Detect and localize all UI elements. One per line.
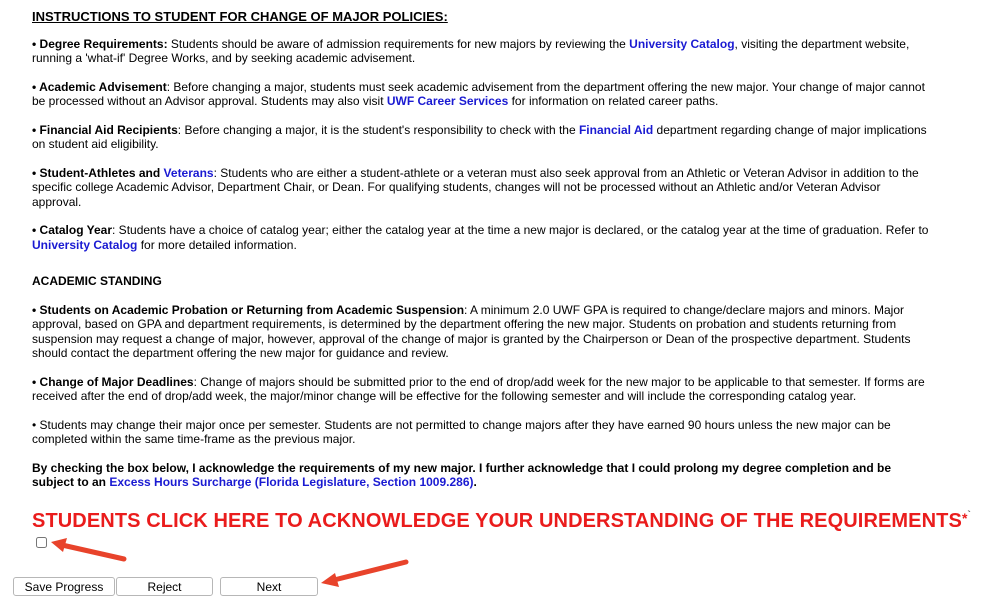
checkbox-pointer-arrow-icon xyxy=(48,534,132,566)
acknowledge-text: By checking the box below, I acknowledge the requirements of my new major. I further acknowledge that I could prolong my degree completion and be subject to an xyxy=(32,460,892,489)
career-services-link[interactable]: UWF Career Services xyxy=(386,94,509,108)
save-progress-button[interactable]: Save Progress xyxy=(13,577,115,596)
checkbox-arrow-head xyxy=(51,538,67,552)
deadlines-label: • Change of Major Deadlines xyxy=(32,374,194,389)
catalog-year-text: : Students have a choice of catalog year; either the catalog year at the time a new major is declared, or the catalog year at the time of graduation. Refer to xyxy=(112,223,929,237)
catalog-year-paragraph xyxy=(32,223,932,252)
student-athletes-text: : Students who are either a student-athlete or a veteran must also seek approval from an Athletic or Veteran Advisor in addition to the specific college Academic Advisor, Department Chair, or Dean. For qualifying students, changes will not be processed without an Athletic and/or Veteran Advisor approval. xyxy=(32,165,919,209)
university-catalog-link[interactable]: University Catalog xyxy=(629,36,735,51)
checkbox-arrow-shaft xyxy=(62,545,124,559)
deadlines-paragraph xyxy=(32,375,932,404)
page-title xyxy=(32,10,932,25)
stray-tick-mark: ` xyxy=(967,510,971,521)
financial-aid-text: : Before changing a major, it is the student's responsibility to check with the xyxy=(177,122,579,137)
degree-requirements-text-2: , visiting the department website, running a 'what-if' Degree Works, and by seeking academic advisement. xyxy=(32,36,910,65)
acknowledge-cta-heading xyxy=(32,510,982,533)
next-arrow-shaft xyxy=(334,562,406,580)
next-button-pointer-arrow-icon xyxy=(318,556,412,590)
financial-aid-label: • Financial Aid Recipients xyxy=(32,122,178,137)
probation-paragraph xyxy=(32,303,932,361)
next-button[interactable]: Next xyxy=(220,577,318,596)
veterans-link[interactable]: Veterans xyxy=(163,165,214,180)
acknowledge-text-2: . xyxy=(473,475,477,489)
academic-advisement-text: : Before changing a major, students must seek academic advisement from the department offering the new major. Your change of major cannot be processed without an Advisor approval. Students may also visit xyxy=(32,79,925,108)
deadlines-text: : Change of majors should be submitted prior to the end of drop/add week for the new major to be applicable to that semester. If forms are received after the end of drop/add week, the major/minor change will be effective for the following semester and will include the corresponding catalog year. xyxy=(32,374,925,403)
university-catalog-link-2[interactable]: University Catalog xyxy=(32,237,138,252)
excess-hours-link[interactable]: Excess Hours Surcharge (Florida Legislature, Section 1009.286) xyxy=(109,475,474,489)
academic-standing-heading: ACADEMIC STANDING xyxy=(32,274,162,288)
page-title-text: INSTRUCTIONS TO STUDENT FOR CHANGE OF MAJOR POLICIES xyxy=(32,9,444,24)
cta-text: STUDENTS CLICK HERE TO ACKNOWLEDGE YOUR UNDERSTANDING OF THE REQUIREMENTS xyxy=(32,510,962,532)
financial-aid-link[interactable]: Financial Aid xyxy=(578,122,654,137)
page-title-colon: : xyxy=(443,9,448,24)
academic-advisement-paragraph xyxy=(32,80,932,109)
degree-requirements-text: Students should be aware of admission requirements for new majors by reviewing the xyxy=(167,36,630,51)
degree-requirements-label: • Degree Requirements: xyxy=(32,36,168,51)
financial-aid-paragraph xyxy=(32,123,932,152)
required-asterisk: * xyxy=(961,510,968,526)
probation-text: : A minimum 2.0 UWF GPA is required to change/declare majors and minors. Major approval, based on GPA and department requirements, is determined by the department offering the new major. Students on probation and students returning from suspension may request a change of major, however, approval of the change of major is granted by the Chairperson or Dean of the prospective department. Students should contact the department offering the new major for guidance and review. xyxy=(32,302,911,360)
probation-label: • Students on Academic Probation or Returning from Academic Suspension xyxy=(32,302,465,317)
academic-advisement-label: • Academic Advisement xyxy=(32,79,167,94)
acknowledge-paragraph xyxy=(32,461,932,490)
catalog-year-label: • Catalog Year xyxy=(32,223,113,237)
catalog-year-text-2: for more detailed information. xyxy=(137,237,297,252)
next-arrow-head xyxy=(321,573,339,587)
degree-requirements-paragraph xyxy=(32,37,932,66)
acknowledge-checkbox[interactable] xyxy=(36,537,47,548)
reject-button[interactable]: Reject xyxy=(116,577,213,596)
academic-advisement-text-2: for information on related career paths. xyxy=(508,94,719,108)
instructions-content xyxy=(32,10,932,498)
financial-aid-text-2: department regarding change of major implications on student aid eligibility. xyxy=(32,122,927,151)
student-athletes-label: • Student-Athletes and xyxy=(32,165,164,180)
student-athletes-paragraph xyxy=(32,166,932,210)
once-per-semester-paragraph: • Students may change their major once per semester. Students are not permitted to change majors after they have earned 90 hours unless the new major can be completed within the same time-frame as the previous major. xyxy=(32,417,891,446)
